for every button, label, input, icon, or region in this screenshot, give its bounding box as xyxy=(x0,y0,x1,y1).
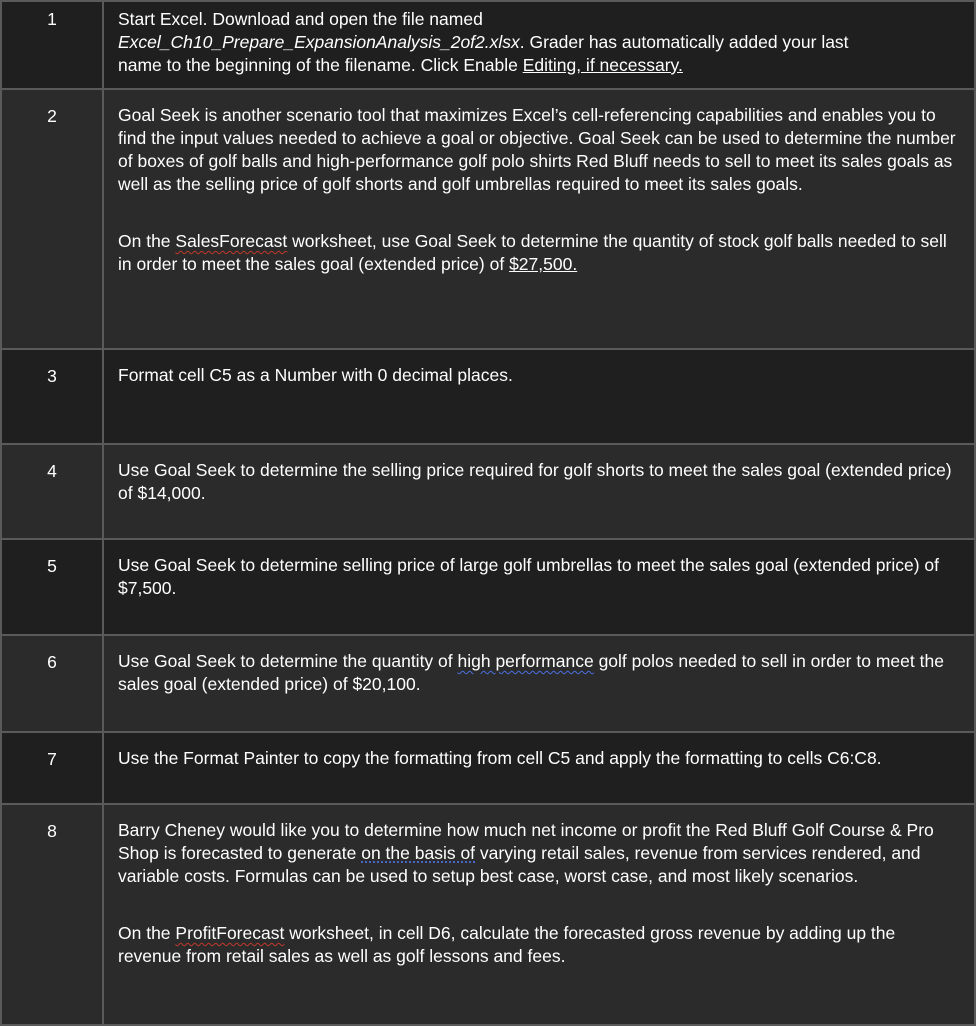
step-number: 6 xyxy=(1,635,103,732)
step-text xyxy=(103,89,975,349)
step-1-line-2: . Grader has automatically added your last xyxy=(519,32,849,52)
step-text: Format cell C5 as a Number with 0 decimal places. xyxy=(103,349,975,444)
step-text xyxy=(103,804,975,1025)
worksheet-name: SalesForecast xyxy=(175,231,288,251)
step-number: 8 xyxy=(1,804,103,1025)
step-number: 3 xyxy=(1,349,103,444)
step-text xyxy=(103,1,975,89)
step-8-paragraph-2: On the ProfitForecast worksheet, in cell D6, calculate the forecasted gross revenue by adding up the revenue from retail sales as well as golf lessons and fees. xyxy=(118,923,896,966)
step-row-2 xyxy=(1,89,975,349)
enable-editing-text: Editing, if necessary. xyxy=(522,55,683,75)
step-text: Use Goal Seek to determine the selling price required for golf shorts to meet the sales goal (extended price) of $14,000. xyxy=(103,444,975,539)
step-2-paragraph-2: On the SalesForecast worksheet, use Goal Seek to determine the quantity of stock golf balls needed to sell in order to meet the sales goal (extended price) of $27,500. xyxy=(118,231,947,274)
step-row-1 xyxy=(1,1,975,89)
step-number: 4 xyxy=(1,444,103,539)
grammar-flag: high performance xyxy=(457,651,594,671)
step-1-line-1: Start Excel. Download and open the file named xyxy=(118,9,483,29)
step-2-paragraph-1: Goal Seek is another scenario tool that maximizes Excel’s cell-referencing capabilities and enables you to find the input values needed to achieve a goal or objective. Goal Seek can be used to determine the number of boxes of golf balls and high-performance golf polo shirts Red Bluff needs to sell to meet its sales goals as well as the selling price of golf shorts and golf umbrellas required to meet its sales goals. xyxy=(118,105,956,194)
step-row-6 xyxy=(1,635,975,732)
file-name: Excel_Ch10_Prepare_ExpansionAnalysis_2of2.xlsx xyxy=(118,32,520,52)
step-text: Use the Format Painter to copy the formatting from cell C5 and apply the formatting to cells C6:C8. xyxy=(103,732,975,804)
step-number: 7 xyxy=(1,732,103,804)
step-text: Use Goal Seek to determine selling price of large golf umbrellas to meet the sales goal (extended price) of $7,500. xyxy=(103,539,975,635)
step-row-5 xyxy=(1,539,975,635)
step-text: Use Goal Seek to determine the quantity of high performance golf polos needed to sell in order to meet the sales goal (extended price) of $20,100. xyxy=(103,635,975,732)
step-row-4 xyxy=(1,444,975,539)
step-row-7 xyxy=(1,732,975,804)
style-flag: on the basis of xyxy=(361,843,476,863)
step-number: 2 xyxy=(1,89,103,349)
sales-goal-amount: $27,500. xyxy=(509,254,578,274)
step-number: 1 xyxy=(1,1,103,89)
step-row-3 xyxy=(1,349,975,444)
step-number: 5 xyxy=(1,539,103,635)
worksheet-name: ProfitForecast xyxy=(175,923,285,943)
step-row-8 xyxy=(1,804,975,1025)
step-1-line-3: name to the beginning of the filename. Click Enable xyxy=(118,55,523,75)
step-8-paragraph-1: Barry Cheney would like you to determine how much net income or profit the Red Bluff Golf Course & Pro Shop is forecasted to generate on the basis of varying retail sales, revenue from services rendered, and variable costs. Formulas can be used to setup best case, worst case, and most likely scenarios. xyxy=(118,820,934,886)
